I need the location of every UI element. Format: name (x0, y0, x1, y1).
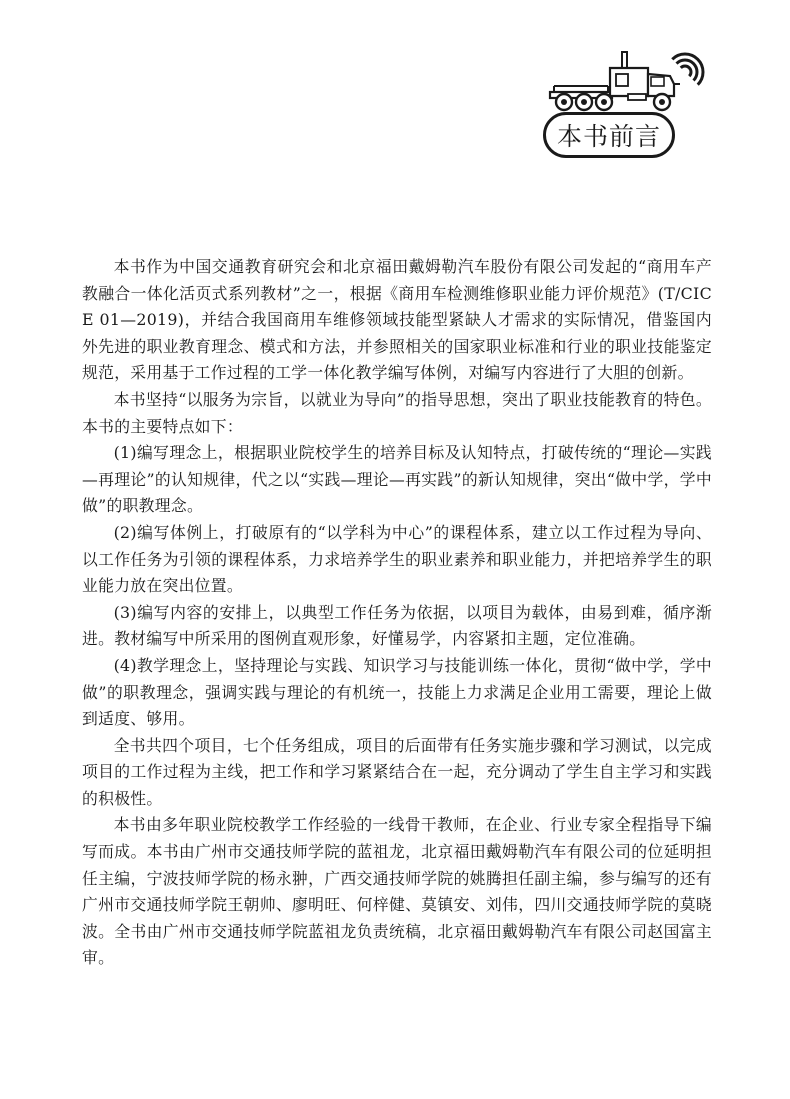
paragraph-intro: 本书作为中国交通教育研究会和北京福田戴姆勒汽车股份有限公司发起的“商用车产教融合一体化活页式系列教材”之一，根据《商用车检测维修职业能力评价规范》(T/CICE 01—2019)，并结合我国商用车维修领域技能型紧缺人才需求的实际情况，借鉴国内外先进的职业教育理念、模式和方法，并参照相关的国家职业标准和行业的职业技能鉴定规范，采用基于工作过程的工学一体化教学编写体例，对编写内容进行了大胆的创新。 (82, 257, 712, 383)
paragraph-feature-1: (1)编写理念上，根据职业院校学生的培养目标及认知特点，打破传统的“理论—实践—再理论”的认知规律，代之以“实践—理论—再实践”的新认知规律，突出“做中学，学中做”的职教理念。 (82, 443, 712, 516)
signal-waves-icon (540, 50, 720, 120)
page-title: 本书前言 (543, 112, 675, 158)
paragraph-structure: 全书共四个项目，七个任务组成，项目的后面带有任务实施步骤和学习测试，以完成项目的工作过程为主线，把工作和学习紧紧结合在一起，充分调动了学生自主学习和实践的积极性。 (82, 735, 712, 808)
paragraph-feature-2: (2)编写体例上，打破原有的“以学科为中心”的课程体系，建立以工作过程为导向、以工作任务为引领的课程体系，力求培养学生的职业素养和职业能力，并把培养学生的职业能力放在突出位置。 (82, 522, 712, 596)
paragraph-feature-3: (3)编写内容的安排上，以典型工作任务为依据，以项目为载体，由易到难，循序渐进。教材编写中所采用的图例直观形象，好懂易学，内容紧扣主题，定位准确。 (82, 602, 712, 649)
preface-body (82, 254, 712, 972)
paragraph-feature-4: (4)教学理念上，坚持理论与实践、知识学习与技能训练一体化，贯彻“做中学，学中做”的职教理念，强调实践与理论的有机统一，技能上力求满足企业用工需要，理论上做到适度、够用。 (82, 655, 712, 729)
paragraph-authors: 本书由多年职业院校教学工作经验的一线骨干教师，在企业、行业专家全程指导下编写而成。本书由广州市交通技师学院的蓝祖龙，北京福田戴姆勒汽车有限公司的位延明担任主编，宁波技师学院的杨永翀，广西交通技师学院的姚腾担任副主编，参与编写的还有广州市交通技师学院王朝帅、廖明旺、何梓健、莫镇安、刘伟，四川交通技师学院的莫晓波。全书由广州市交通技师学院蓝祖龙负责统稿，北京福田戴姆勒汽车有限公司赵国富主审。 (82, 815, 712, 968)
paragraph-guiding-idea: 本书坚持“以服务为宗旨，以就业为导向”的指导思想，突出了职业技能教育的特色。本书的主要特点如下： (82, 389, 712, 436)
